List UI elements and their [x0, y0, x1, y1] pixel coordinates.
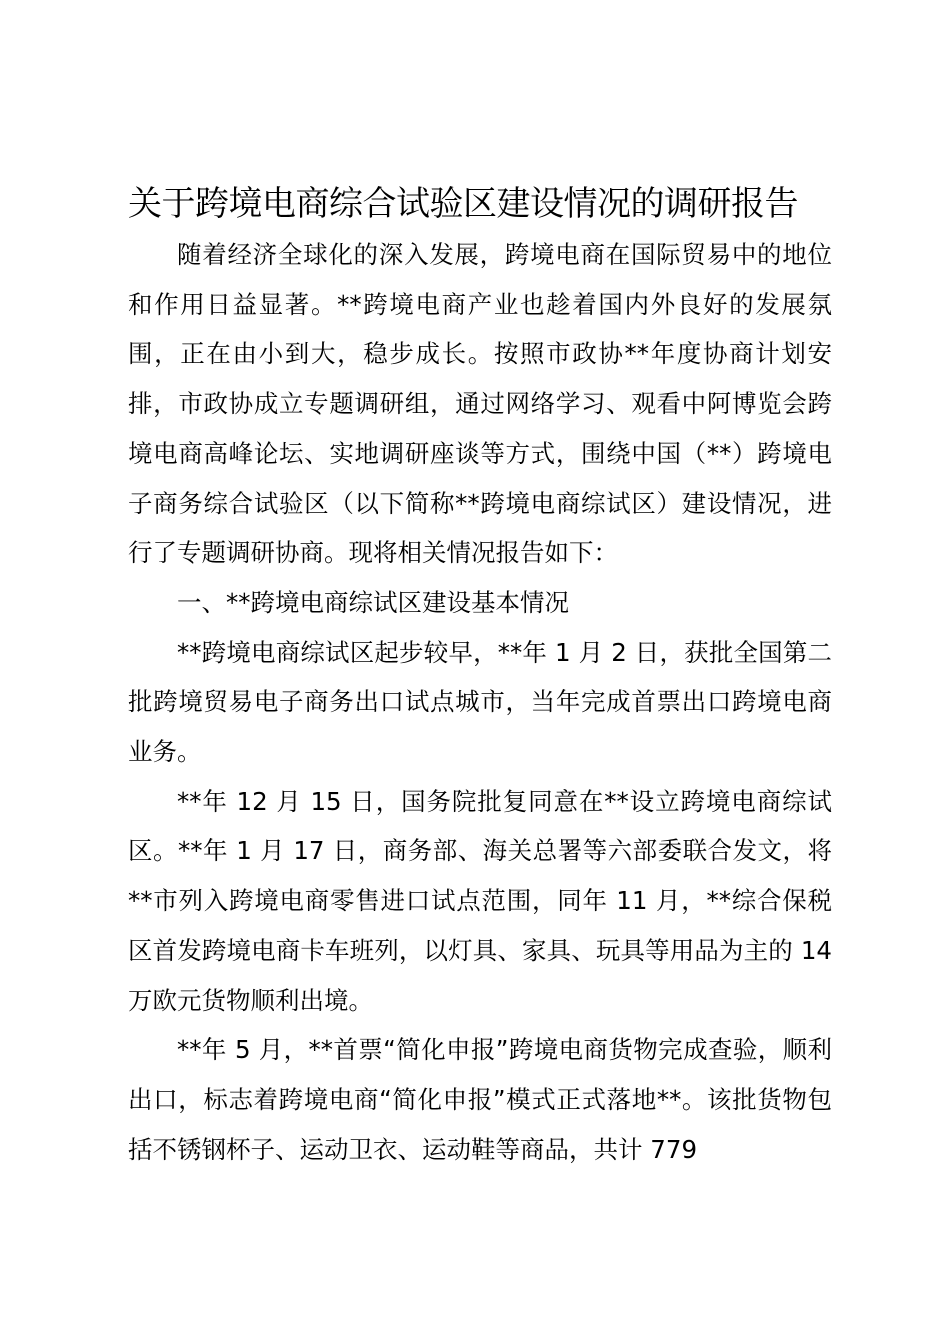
paragraph-pilot-city: **跨境电商综试区起步较早，**年 1 月 2 日，获批全国第二批跨境贸易电子商务出口试点城市，当年完成首票出口跨境电商业务。	[128, 637, 832, 767]
paragraph-simplified-declaration: **年 5 月，**首票“简化申报”跨境电商货物完成查验，顺利出口，标志着跨境电商“简化申报”模式正式落地**。该批货物包括不锈钢杯子、运动卫衣、运动鞋等商品，共计 779	[128, 1035, 832, 1164]
paragraph-intro: 随着经济全球化的深入发展，跨境电商在国际贸易中的地位和作用日益显著。**跨境电商产业也趁着国内外良好的发展氛围，正在由小到大，稳步成长。按照市政协**年度协商计划安排，市政协成立专题调研组，通过网络学习、观看中阿博览会跨境电商高峰论坛、实地调研座谈等方式，围绕中国（**）跨境电子商务综合试验区（以下简称**跨境电商综试区）建设情况，进行了专题调研协商。现将相关情况报告如下：	[128, 240, 832, 568]
document-body	[128, 230, 832, 1174]
paragraph-approval: **年 12 月 15 日，国务院批复同意在**设立跨境电商综试区。**年 1 月 17 日，商务部、海关总署等六部委联合发文，将**市列入跨境电商零售进口试点范围，同年 11 月，**综合保税区首发跨境电商卡车班列，以灯具、家具、玩具等用品为主的 14 万欧元货物顺利出境。	[128, 786, 832, 1015]
section-heading: 一、**跨境电商综试区建设基本情况	[177, 587, 569, 617]
document-title: 关于跨境电商综合试验区建设情况的调研报告	[128, 184, 798, 224]
